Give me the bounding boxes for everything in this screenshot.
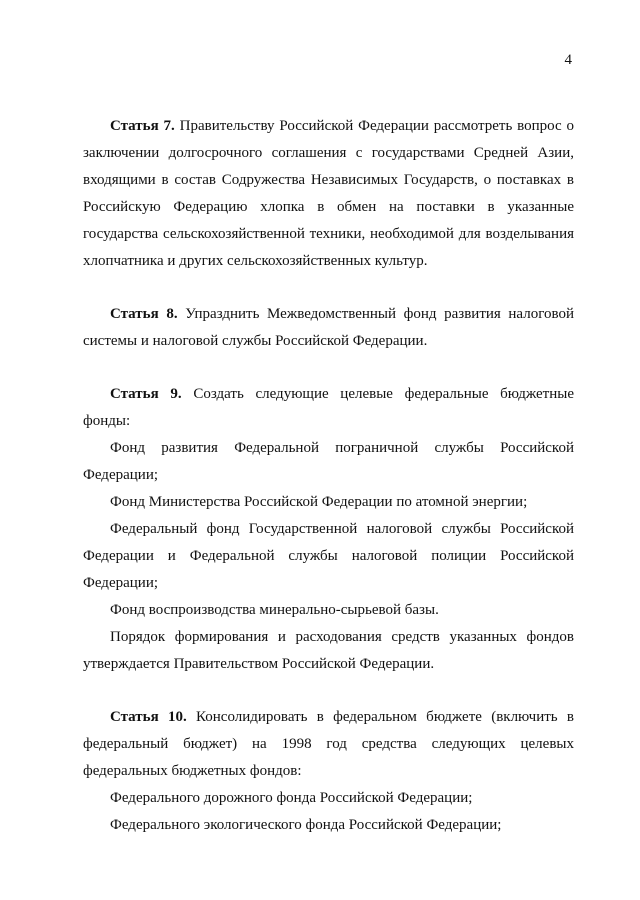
article-9-item: Федеральный фонд Государственной налоговой службы Российской Федерации и Федеральной службы налоговой полиции Российской Федерации; — [83, 521, 574, 591]
page-number: 4 — [564, 52, 572, 68]
article-7-label: Статья 7. — [110, 118, 175, 134]
article-9-item: Порядок формирования и расходования средств указанных фондов утверждается Правительством Российской Федерации. — [83, 629, 574, 672]
article-10-item: Федерального дорожного фонда Российской Федерации; — [110, 790, 473, 806]
article-7 — [83, 113, 574, 275]
article-9-item: Фонд развития Федеральной пограничной службы Российской Федерации; — [83, 440, 574, 483]
article-9-paragraph — [83, 381, 574, 435]
article-8-text: Упразднить Межведомственный фонд развития налоговой системы и налоговой службы Российской Федерации. — [83, 306, 574, 349]
article-9-item: Фонд воспроизводства минерально-сырьевой базы. — [110, 602, 439, 618]
article-9 — [83, 381, 574, 678]
article-9-text: Создать следующие целевые федеральные бюджетные фонды: — [83, 386, 575, 429]
article-8-label: Статья 8. — [110, 306, 178, 322]
document-body — [83, 113, 574, 839]
article-10-text: Консолидировать в федеральном бюджете (включить в федеральный бюджет) на 1998 год средства следующих целевых федеральных бюджетных фондов: — [83, 709, 575, 779]
article-9-label: Статья 9. — [110, 386, 182, 402]
article-8-paragraph — [83, 301, 574, 355]
article-10-item: Федерального экологического фонда Российской Федерации; — [110, 817, 502, 833]
article-8 — [83, 301, 574, 355]
article-10-label: Статья 10. — [110, 709, 187, 725]
article-9-item: Фонд Министерства Российской Федерации по атомной энергии; — [110, 494, 528, 510]
article-10-paragraph — [83, 704, 574, 785]
article-7-text: Правительству Российской Федерации рассмотреть вопрос о заключении долгосрочного соглашения с государствами Средней Азии, входящими в состав Содружества Независимых Государств, о поставках в Российскую Федерацию хлопка в обмен на поставки в указанные государства сельскохозяйственной техники, необходимой для возделывания хлопчатника и других сельскохозяйственных культур. — [83, 118, 575, 269]
article-7-paragraph — [83, 113, 574, 275]
article-10 — [83, 704, 574, 839]
